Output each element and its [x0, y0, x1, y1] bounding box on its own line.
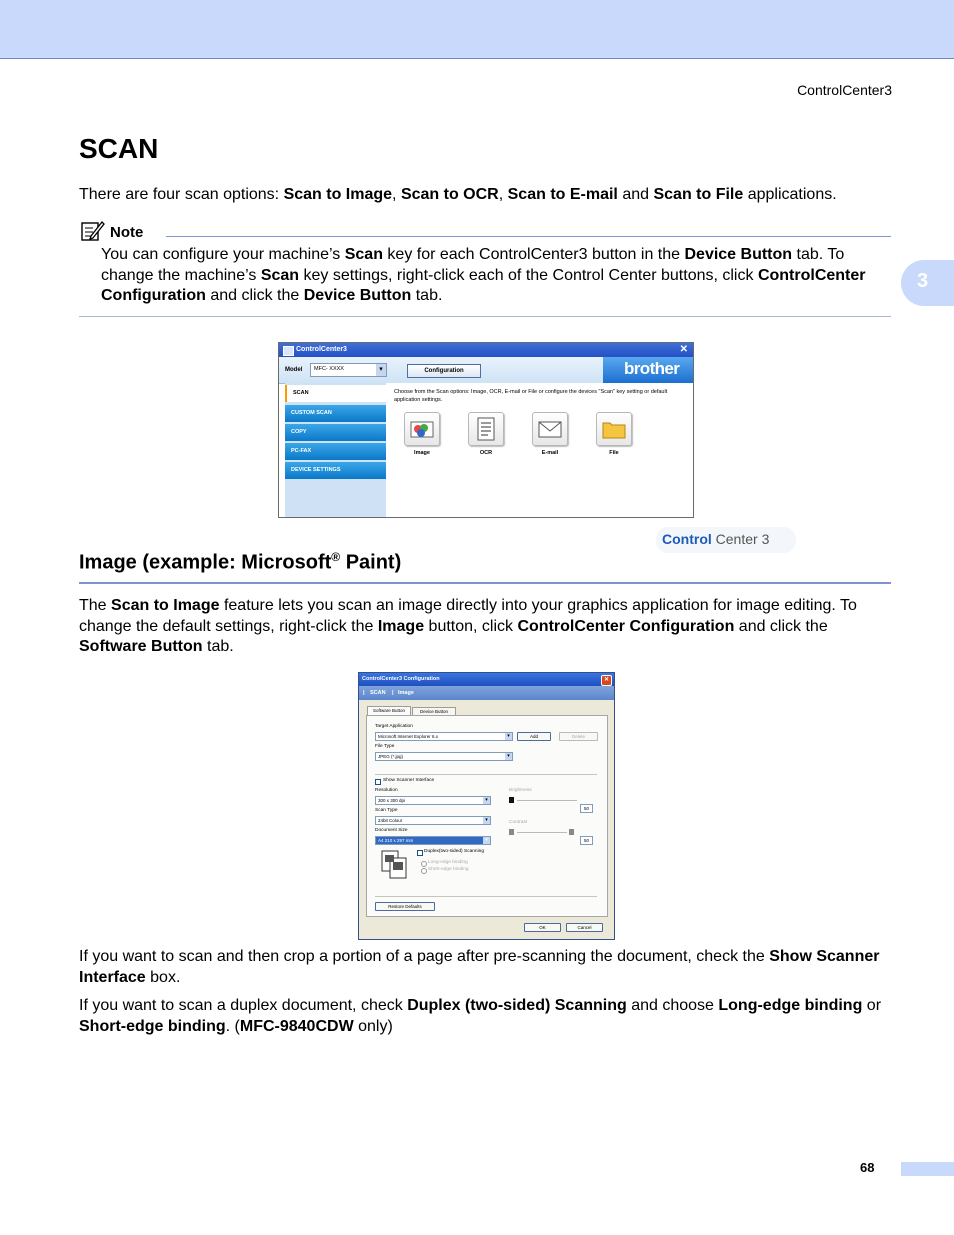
short-edge-label: Short-edge binding — [428, 867, 469, 872]
section-divider — [79, 582, 891, 584]
scan-type-label: Scan Type — [375, 808, 398, 813]
contrast-min-icon — [509, 829, 514, 835]
long-edge-label: Long-edge binding — [428, 860, 468, 865]
note-body: You can configure your machine’s Scan key for each ControlCenter3 button in the Device Button tab. To change the machine’s Scan key settings, right-click each of the Control Center buttons, click ControlCenter Configuration and click the Device Button tab. — [101, 246, 866, 304]
restore-defaults-button[interactable]: Restore Defaults — [375, 902, 435, 911]
brightness-label: Brightness — [509, 788, 532, 793]
contrast-max-icon — [569, 829, 574, 835]
file-type-label: File Type — [375, 744, 395, 749]
page-number: 68 — [860, 1160, 875, 1175]
document-size-label: Document Size — [375, 828, 408, 833]
contrast-value[interactable]: 50 — [580, 836, 593, 845]
note-label: Note — [110, 224, 144, 241]
sidebar-item-custom-scan[interactable]: CUSTOM SCAN — [285, 405, 386, 422]
delete-button[interactable]: Delete — [559, 732, 598, 741]
target-application-label: Target Application — [375, 724, 413, 729]
chapter-number: 3 — [917, 270, 929, 292]
chevron-down-icon: ▾ — [483, 837, 490, 844]
crop-paragraph: If you want to scan and then crop a portion of a page after pre-scanning the document, check the Show Scanner Interface box. — [79, 948, 880, 986]
sidebar-item-device-settings[interactable]: DEVICE SETTINGS — [285, 462, 386, 479]
sidebar-item-pc-fax[interactable]: PC-FAX — [285, 443, 386, 460]
folder-icon — [596, 412, 632, 446]
image-section-paragraph: The Scan to Image feature lets you scan an image directly into your graphics application for image editing. To change the default settings, right-click the Image button, click ControlCenter Configuration and click the Software Button tab. — [79, 597, 857, 655]
short-edge-radio[interactable] — [421, 868, 427, 874]
email-button[interactable]: E-mail — [528, 412, 572, 456]
chevron-down-icon: ▾ — [376, 364, 386, 376]
note-divider — [166, 236, 891, 237]
chapter-tab — [901, 260, 954, 306]
duplex-paragraph: If you want to scan a duplex document, check Duplex (two-sided) Scanning and choose Long-edge binding or Short-edge binding. (MFC-9840CDW only) — [79, 997, 882, 1035]
intro-paragraph: There are four scan options: Scan to Image, Scan to OCR, Scan to E-mail and Scan to File applications. — [79, 186, 837, 203]
cc3-title: ControlCenter3 — [296, 346, 347, 353]
scan-type-select[interactable]: 24bit Colour ▾ — [375, 816, 491, 825]
configuration-dialog-screenshot — [358, 672, 615, 940]
long-edge-radio[interactable] — [421, 861, 427, 867]
duplex-icon — [381, 850, 409, 882]
chevron-down-icon: ▾ — [483, 817, 490, 824]
duplex-checkbox[interactable] — [417, 850, 423, 856]
cc3-header — [279, 357, 693, 384]
chevron-down-icon: ▾ — [483, 797, 490, 804]
note-bottom-divider — [79, 316, 891, 317]
cc3-content — [386, 383, 770, 547]
contrast-label: Contrast — [509, 820, 528, 825]
breadcrumb-image: Image — [398, 690, 414, 696]
running-head: ControlCenter3 — [797, 82, 892, 98]
footer-bar — [901, 1162, 954, 1176]
cfg-title: ControlCenter3 Configuration — [362, 676, 440, 682]
configuration-button[interactable]: Configuration — [407, 364, 481, 378]
file-button[interactable]: File — [592, 412, 636, 456]
sidebar-item-copy[interactable]: COPY — [285, 424, 386, 441]
ok-button[interactable]: OK — [524, 923, 561, 932]
chevron-down-icon: ▾ — [505, 753, 512, 760]
model-select[interactable]: MFC- XXXX ▾ — [310, 363, 387, 377]
cfg-panel — [366, 715, 608, 917]
controlcenter3-logo: Control Center 3 — [662, 531, 770, 547]
tab-device-button[interactable]: Device Button — [412, 707, 456, 716]
divider — [375, 774, 597, 775]
divider — [375, 896, 597, 897]
brightness-slider[interactable] — [517, 800, 577, 801]
controlcenter3-screenshot — [278, 342, 770, 547]
show-scanner-interface-label: Show Scanner Interface — [383, 778, 435, 783]
cc3-sidebar — [285, 383, 386, 517]
file-type-select[interactable]: JPEG (*.jpg) ▾ — [375, 752, 513, 761]
document-size-select[interactable]: A4 210 x 297 mm ▾ — [375, 836, 491, 845]
breadcrumb: | SCAN | Image — [359, 686, 614, 700]
header-band — [0, 0, 954, 59]
sidebar-item-scan[interactable]: SCAN — [285, 385, 388, 402]
resolution-label: Resolution — [375, 788, 398, 793]
resolution-select[interactable]: 300 x 300 dpi ▾ — [375, 796, 491, 805]
cancel-button[interactable]: Cancel — [566, 923, 603, 932]
scan-description: Choose from the Scan options: Image, OCR, E-mail or File or configure the devices "Scan" key setting or default application settings. — [394, 389, 668, 403]
tab-software-button[interactable]: Software Button — [367, 706, 411, 716]
brother-logo: brother — [624, 359, 680, 378]
cc3-titlebar — [279, 343, 693, 357]
target-application-select[interactable]: Microsoft Internet Explorer 6.x ▾ — [375, 732, 513, 741]
duplex-label: Duplex(two-sided) Scanning — [424, 849, 484, 854]
envelope-icon — [532, 412, 568, 446]
image-button[interactable]: Image — [400, 412, 444, 456]
brightness-value[interactable]: 50 — [580, 804, 593, 813]
model-label: Model — [285, 367, 303, 373]
contrast-slider[interactable] — [517, 832, 567, 833]
breadcrumb-scan: SCAN — [370, 690, 386, 696]
cfg-titlebar — [359, 673, 614, 686]
page-title: SCAN — [79, 133, 159, 164]
brightness-min-icon — [509, 797, 514, 803]
ocr-icon — [468, 412, 504, 446]
note-pencil-icon — [81, 219, 105, 241]
chevron-down-icon: ▾ — [505, 733, 512, 740]
close-icon[interactable]: ✕ — [679, 344, 688, 355]
section-title: Image (example: Microsoft® Paint) — [79, 550, 402, 574]
image-icon — [404, 412, 440, 446]
show-scanner-interface-checkbox[interactable] — [375, 779, 381, 785]
close-icon[interactable]: ✕ — [601, 675, 612, 686]
app-icon — [283, 346, 294, 356]
ocr-button[interactable]: OCR — [464, 412, 508, 456]
add-button[interactable]: Add — [517, 732, 551, 741]
